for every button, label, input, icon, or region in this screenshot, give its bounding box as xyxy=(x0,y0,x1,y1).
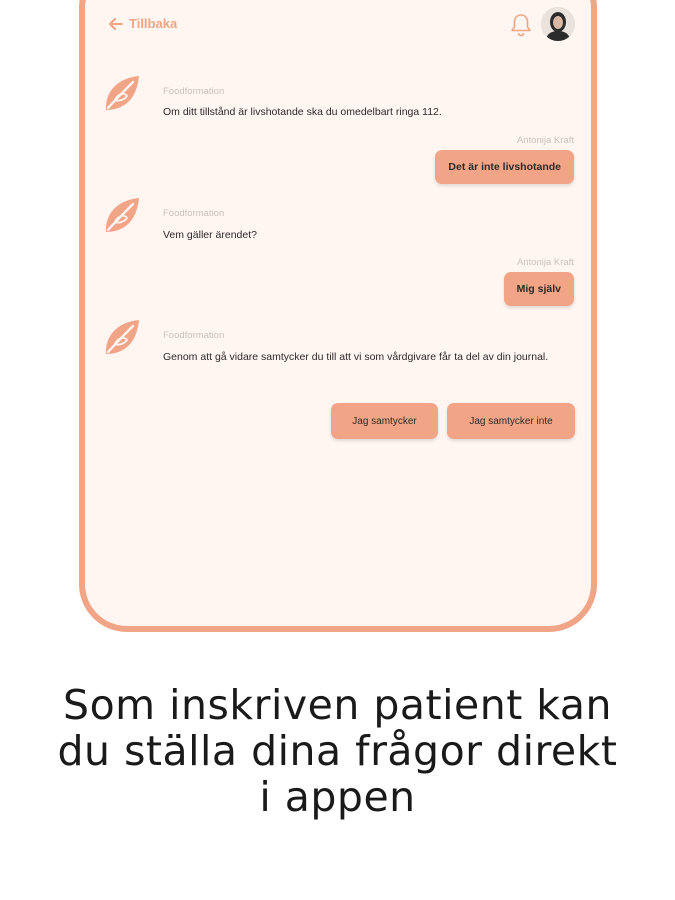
back-button[interactable] xyxy=(109,16,177,31)
foodformation-leaf-icon xyxy=(101,72,143,114)
caption-line: i appen xyxy=(259,773,416,821)
caption xyxy=(0,682,675,820)
message-text: Vem gäller ärendet? xyxy=(163,229,257,241)
bell-icon[interactable] xyxy=(510,13,532,37)
foodformation-leaf-icon xyxy=(101,316,143,358)
message-text: Genom att gå vidare samtycker du till att vi som vårdgivare får ta del av din journal. xyxy=(163,351,549,363)
user-photo-icon xyxy=(541,7,575,41)
user-name: Antonija Kraft xyxy=(516,257,574,268)
message-sender: Foodformation xyxy=(163,330,225,341)
consent-button[interactable]: Jag samtycker xyxy=(331,403,438,439)
message-sender: Foodformation xyxy=(163,86,225,97)
message-text: Om ditt tillstånd är livshotande ska du omedelbart ringa 112. xyxy=(163,106,442,118)
arrow-left-icon xyxy=(109,18,123,30)
message-sender: Foodformation xyxy=(163,208,225,219)
decline-button[interactable]: Jag samtycker inte xyxy=(447,403,575,439)
caption-line: du ställa dina frågor direkt xyxy=(57,727,618,775)
phone-frame xyxy=(79,0,597,632)
user-name: Antonija Kraft xyxy=(516,135,574,146)
foodformation-leaf-icon xyxy=(101,194,143,236)
back-label: Tillbaka xyxy=(129,16,178,31)
reply-bubble: Det är inte livshotande xyxy=(435,150,574,184)
avatar[interactable] xyxy=(541,7,575,41)
reply-bubble: Mig själv xyxy=(504,272,574,306)
caption-line: Som inskriven patient kan xyxy=(63,681,612,729)
chat-screen xyxy=(85,0,591,626)
